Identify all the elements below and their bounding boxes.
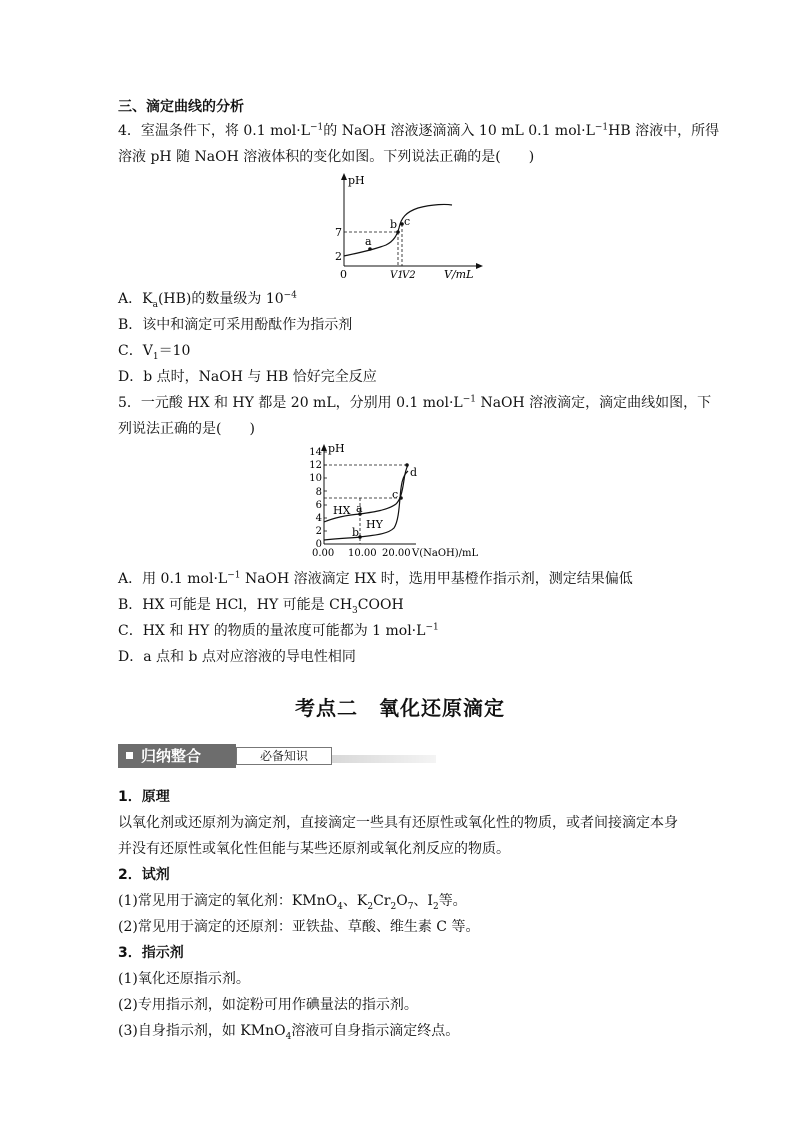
q5-stem-line2: 列说法正确的是( ) [118,421,255,437]
q5-y-tick-6: 6 [315,500,322,511]
q5-option-a: A．用 0.1 $mol\cdot L^{-1}$ NaOH 溶液滴定 HX 时，选用甲基橙作指示剂，测定结果偏低 [118,570,633,587]
q5-y-tick-0: 0 [315,539,322,550]
section-3-title: 三、滴定曲线的分析 [118,99,244,115]
section-heading: 考点二 氧化还原滴定 [295,696,505,720]
banner-gradient-bar [332,755,436,763]
q5-y-tick-10: 10 [309,473,322,484]
q5-y-tick-12: 12 [309,460,322,471]
q5-label-hx: HX [333,504,351,517]
q4-label-b: b [390,218,398,231]
q4-option-d: D．b 点时，NaOH 与 HB 恰好完全反应 [118,369,377,385]
q4-label-a: a [365,235,372,248]
q4-x-label: V/mL [444,268,474,280]
q5-y-tick-2: 2 [315,526,322,537]
q5-label-hy: HY [366,518,383,531]
q5-x-tick-10: 10.00 [348,548,377,559]
s2-item2: (2)常见用于滴定的还原剂：亚铁盐、草酸、维生素 C 等。 [118,919,480,935]
q4-titration-figure [328,168,488,280]
s1-para-line2: 并没有还原性或氧化性但能与某些还原剂或氧化剂反应的物质。 [118,841,510,857]
s3-title: 3．指示剂 [118,945,184,961]
q4-stem-line1: 4．室温条件下，将 0.1 $mol\cdot L^{-1}$的 NaOH 溶液逐滴滴入 10 mL 0.1 $mol\cdot L^{-1}HB$ 溶液中，所得 [118,122,720,139]
q4-option-b: B．该中和滴定可采用酚酞作为指示剂 [118,317,353,333]
summary-banner [118,744,436,768]
q4-tick-v2: V2 [402,270,416,280]
q5-x-tick-20: 20.00 [382,548,411,559]
s3-item1: (1)氧化还原指示剂。 [118,971,250,987]
q5-label-d: d [410,466,418,479]
q4-tick-2: 2 [335,250,342,263]
q5-y-tick-4: 4 [315,513,322,524]
q4-tick-7: 7 [335,226,342,239]
q5-label-b: b [352,526,360,539]
s2-title: 2．试剂 [118,867,170,883]
square-icon [126,752,133,759]
q4-option-a: A．$K_a(HB)$的数量级为 $10^{-4}$ [118,290,297,310]
q4-tick-v1: V1 [390,270,404,280]
banner-light-tab: 必备知识 [236,747,332,765]
q5-y-label: pH [328,442,345,455]
q4-label-c: c [404,215,411,228]
q5-point-d [405,463,409,467]
q5-titration-figure [304,440,504,564]
q4-y-label: pH [348,174,365,187]
q4-y-arrow [341,173,347,180]
q5-stem-line1: 5．一元酸 HX 和 HY 都是 20 mL，分别用 0.1 $mol\cdot L^{-1}$ NaOH 溶液滴定，滴定曲线如图，下 [118,394,712,411]
q5-x-tick-0: 0.00 [312,548,335,559]
q5-option-c: C．HX 和 HY 的物质的量浓度可能都为 1 $mol\cdot L^{-1}$ [118,622,439,639]
banner-dark-tab: 归纳整合 [118,744,236,768]
q5-label-c: c [392,488,399,501]
s2-item1: (1)常见用于滴定的氧化剂：KMnO$_4$、$K_2Cr_2O_7$、$I_2$等。 [118,893,467,912]
s1-para-line1: 以氧化剂或还原剂为滴定剂，直接滴定一些具有还原性或氧化性的物质，或者间接滴定本身 [118,815,678,831]
s3-item2: (2)专用指示剂，如淀粉可用作碘量法的指示剂。 [118,997,418,1013]
q4-origin-label: 0 [340,268,347,280]
s1-title: 1．原理 [118,789,170,805]
q5-y-tick-8: 8 [315,487,322,498]
q5-option-b: B．HX 可能是 HCl，HY 可能是 $CH_3COOH$ [118,597,404,616]
q5-option-d: D．a 点和 b 点对应溶液的导电性相同 [118,649,356,665]
q4-x-arrow [476,263,483,269]
q5-label-a: a [356,502,363,515]
q5-x-label: V(NaOH)/mL [412,548,479,559]
q5-y-tick-14: 14 [309,447,322,458]
q4-option-c: C．$V_1=10$ [118,343,191,362]
q4-stem-line2: 溶液 pH 随 NaOH 溶液体积的变化如图。下列说法正确的是( ) [118,149,535,165]
q5-point-c [399,496,403,500]
s3-item3: (3)自身指示剂，如 KMnO$_4$溶液可自身指示滴定终点。 [118,1023,460,1042]
